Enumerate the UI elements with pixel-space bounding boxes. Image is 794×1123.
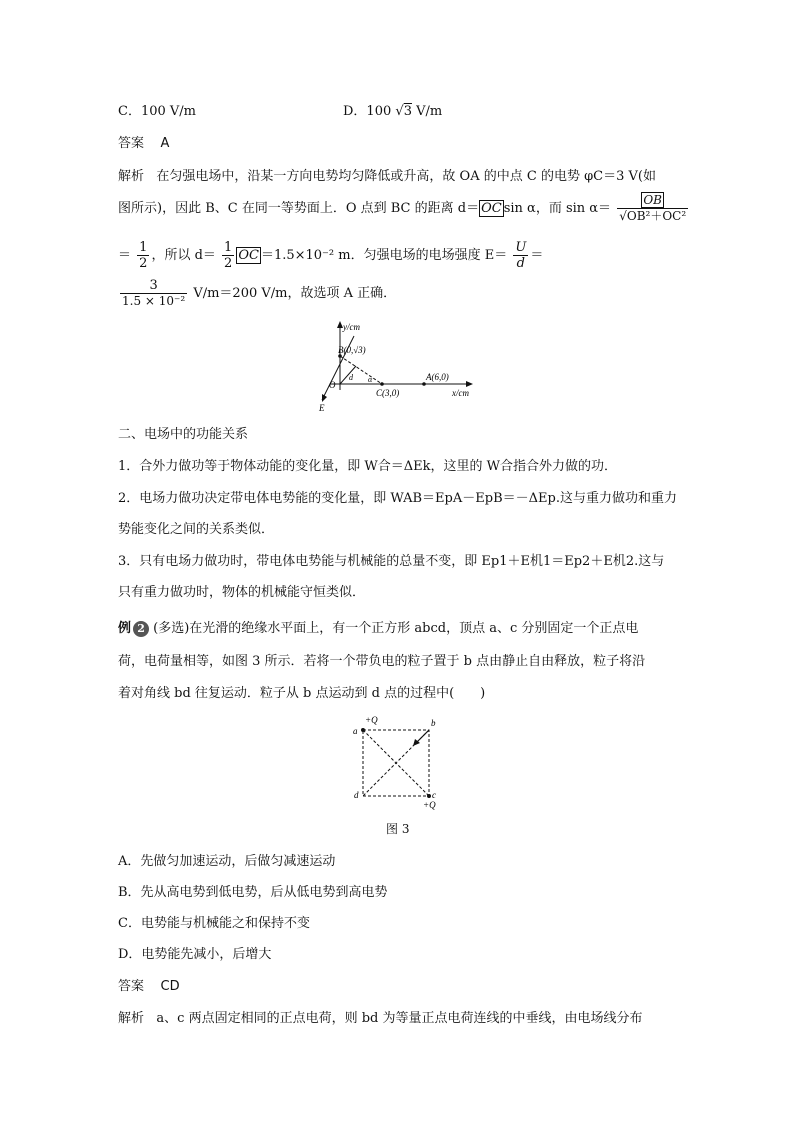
charge-c-label: +Q — [423, 800, 436, 810]
answer-2-value: CD — [160, 979, 180, 994]
example-line3: 着对角线 bd 往复运动．粒子从 b 点运动到 d 点的过程中( ) — [118, 686, 486, 701]
square-figure — [345, 712, 450, 810]
example-number-badge: 2 — [133, 621, 149, 637]
ob-vector: OB — [643, 193, 662, 207]
point-b-label: B(0,√3) — [338, 345, 366, 355]
d-line — [340, 366, 356, 384]
half-numerator: 1 — [139, 240, 148, 255]
analysis-1-text4: V/m＝200 V/m，故选项 A 正确． — [193, 286, 397, 301]
analysis-1-line3 — [118, 240, 543, 271]
example-line1 — [118, 620, 638, 638]
point-c-label: C(3,0) — [376, 388, 400, 398]
half-fraction — [137, 240, 149, 271]
analysis-2-line1 — [118, 1010, 643, 1028]
choice-a: A．先做匀加速运动，后做匀减速运动 — [118, 854, 336, 869]
option-d — [343, 103, 442, 121]
analysis-2-label: 解析 — [118, 1011, 145, 1026]
e-label: E — [319, 403, 325, 413]
d-label: d — [349, 373, 353, 382]
x-axis-arrow — [466, 381, 473, 387]
half-denominator: 2 — [139, 256, 148, 271]
point-a-label: A(6,0) — [426, 372, 449, 382]
choice-d: D．电势能先减小，后增大 — [118, 947, 272, 962]
vertex-b-label: b — [431, 718, 436, 728]
analysis-1-text2a: 图所示)，因此 B、C 在同一等势面上．O 点到 BC 的距离 d＝ — [118, 201, 480, 216]
analysis-1-line1 — [118, 168, 656, 186]
vertex-d-label: d — [354, 790, 359, 800]
option-d-unit: V/m — [416, 104, 443, 119]
answer-2-label: 答案 — [118, 979, 145, 994]
origin-label: O — [329, 380, 336, 390]
vertex-c-label: c — [432, 790, 436, 800]
answer-1-label: 答案 — [118, 136, 145, 151]
sin-alpha-fraction — [617, 193, 688, 224]
section-p2b: 势能变化之间的关系类似． — [118, 522, 275, 537]
answer-2 — [118, 978, 180, 996]
example-line2: 荷，电荷量相等，如图 3 所示．若将一个带负电的粒子置于 b 点由静止自由释放，粒子将沿 — [118, 654, 646, 669]
u-over-d-fraction — [513, 240, 528, 271]
answer-1-value: A — [160, 136, 170, 151]
answer-1 — [118, 135, 169, 153]
section-p2a: 2．电场力做功决定带电体电势能的变化量，即 WAB＝EpA－EpB＝－ΔEp.这与重力做功和重力 — [118, 491, 677, 506]
option-d-prefix: D．100 — [343, 104, 392, 119]
analysis-1-line2 — [118, 193, 690, 224]
analysis-1-text3b: ，所以 d＝ — [151, 248, 216, 263]
half-denominator-2: 2 — [224, 256, 233, 271]
sin-alpha-denominator: √OB²＋OC² — [619, 209, 687, 223]
charge-c — [427, 794, 431, 798]
analysis-1-text3a: ＝ — [118, 248, 132, 263]
alpha-label: α — [368, 375, 373, 384]
oc-vector-2: OC — [238, 248, 259, 263]
section-title: 二、电场中的功能关系 — [118, 427, 249, 442]
analysis-1-text3c: ＝1.5×10⁻² m．匀强电场的电场强度 E＝ — [260, 248, 508, 263]
point-a — [422, 382, 426, 386]
coordinate-figure — [310, 318, 485, 413]
analysis-1-line4 — [118, 278, 396, 309]
example-text1: (多选)在光滑的绝缘水平面上，有一个正方形 abcd，顶点 a、c 分别固定一个正点电 — [153, 621, 639, 636]
section-p1: 1．合外力做功等于物体动能的变化量，即 W合＝ΔEk，这里的 W合指合外力做的功． — [118, 459, 618, 474]
analysis-1-label: 解析 — [118, 169, 145, 184]
option-d-root: 3 — [403, 104, 412, 119]
y-axis-label: y/cm — [343, 322, 360, 332]
option-c: C．100 V/m — [118, 104, 196, 119]
choice-c: C．电势能与机械能之和保持不变 — [118, 916, 310, 931]
half-numerator-2: 1 — [224, 240, 233, 255]
point-c — [380, 382, 384, 386]
analysis-1-text2b: sin α，而 sin α＝ — [503, 201, 612, 216]
field-denominator: 1.5 × 10⁻² — [122, 294, 186, 308]
bc-dashed-line — [340, 356, 382, 384]
example-label: 例 — [118, 621, 132, 636]
analysis-2-text: a、c 两点固定相同的正点电荷，则 bd 为等量正点电荷连线的中垂线，由电场线分布 — [156, 1011, 643, 1026]
field-numerator: 3 — [120, 278, 187, 294]
charge-a-label: +Q — [365, 715, 378, 725]
sqrt-symbol: √ — [395, 104, 404, 119]
analysis-1-text3d: ＝ — [530, 248, 544, 263]
d-denominator: d — [516, 256, 525, 271]
charge-a — [361, 728, 365, 732]
choice-b: B．先从高电势到低电势，后从低电势到高电势 — [118, 885, 388, 900]
section-p3a: 3．只有电场力做功时，带电体电势能与机械能的总量不变，即 Ep1＋E机1＝Ep2＋E机2.这与 — [118, 554, 665, 569]
vertex-a-label: a — [353, 726, 358, 736]
x-axis-label: x/cm — [452, 388, 469, 398]
analysis-1-text1: 在匀强电场中，沿某一方向电势均匀降低或升高，故 OA 的中点 C 的电势 φC＝3 V(如 — [156, 169, 656, 184]
half-fraction-2 — [222, 240, 234, 271]
oc-vector: OC — [481, 201, 502, 216]
figure-3-caption: 图 3 — [386, 822, 410, 836]
section-p3b: 只有重力做功时，物体的机械能守恒类似． — [118, 585, 366, 600]
field-fraction — [120, 278, 187, 309]
u-numerator: U — [515, 240, 527, 255]
